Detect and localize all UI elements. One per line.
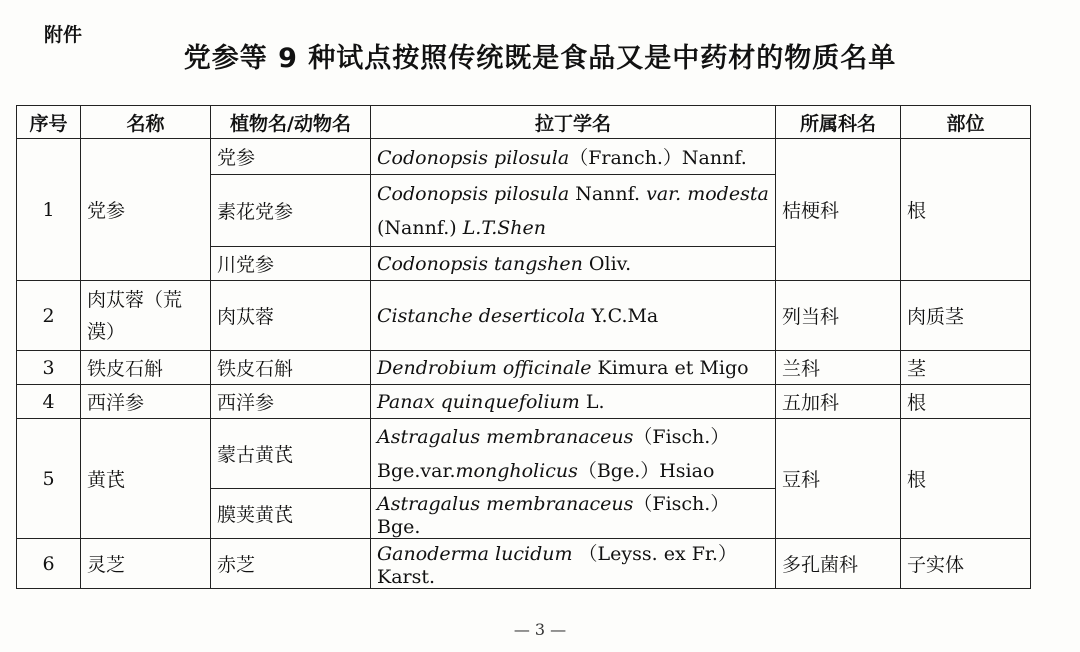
cell-name: 肉苁蓉（荒漠） [81, 281, 211, 351]
cell-part: 根 [901, 419, 1031, 539]
cell-name: 黄芪 [81, 419, 211, 539]
cell-latin: Codonopsis pilosula Nannf. var. modesta (Nannf.) L.T.Shen [371, 175, 776, 247]
table-row [17, 419, 1031, 489]
cell-family: 五加科 [776, 385, 901, 419]
attachment-label: 附件 [44, 24, 83, 46]
page-number: — 3 — [513, 620, 567, 639]
cell-plant: 肉苁蓉 [211, 281, 371, 351]
cell-plant: 党参 [211, 139, 371, 175]
cell-family: 兰科 [776, 351, 901, 385]
table-row [17, 539, 1031, 589]
cell-no: 2 [17, 281, 81, 351]
cell-family: 桔梗科 [776, 139, 901, 281]
cell-part: 茎 [901, 351, 1031, 385]
cell-family: 列当科 [776, 281, 901, 351]
cell-latin: Cistanche deserticola Y.C.Ma [371, 281, 776, 351]
cell-plant: 膜荚黄芪 [211, 489, 371, 539]
cell-family: 豆科 [776, 419, 901, 539]
cell-plant: 蒙古黄芪 [211, 419, 371, 489]
cell-name: 党参 [81, 139, 211, 281]
cell-part: 子实体 [901, 539, 1031, 589]
cell-no: 3 [17, 351, 81, 385]
cell-no: 4 [17, 385, 81, 419]
cell-latin: Panax quinquefolium L. [371, 385, 776, 419]
col-header-family: 所属科名 [776, 106, 901, 139]
table-row [17, 139, 1031, 175]
cell-plant: 素花党参 [211, 175, 371, 247]
table-row [17, 281, 1031, 351]
table-header-row [17, 106, 1031, 139]
col-header-no: 序号 [17, 106, 81, 139]
cell-no: 1 [17, 139, 81, 281]
cell-part: 肉质茎 [901, 281, 1031, 351]
cell-part: 根 [901, 385, 1031, 419]
cell-family: 多孔菌科 [776, 539, 901, 589]
table-row [17, 351, 1031, 385]
col-header-name: 名称 [81, 106, 211, 139]
cell-latin: Codonopsis pilosula（Franch.）Nannf. [371, 139, 776, 175]
cell-plant: 川党参 [211, 247, 371, 281]
cell-plant: 西洋参 [211, 385, 371, 419]
cell-latin: Codonopsis tangshen Oliv. [371, 247, 776, 281]
cell-plant: 赤芝 [211, 539, 371, 589]
cell-latin: Astragalus membranaceus（Fisch.）Bge. [371, 489, 776, 539]
cell-plant: 铁皮石斛 [211, 351, 371, 385]
substance-table [16, 105, 1031, 589]
cell-name: 灵芝 [81, 539, 211, 589]
cell-part: 根 [901, 139, 1031, 281]
cell-latin: Astragalus membranaceus（Fisch.） Bge.var.mongholicus（Bge.）Hsiao [371, 419, 776, 489]
cell-no: 5 [17, 419, 81, 539]
cell-latin: Ganoderma lucidum （Leyss. ex Fr.）Karst. [371, 539, 776, 589]
cell-name: 铁皮石斛 [81, 351, 211, 385]
cell-name: 西洋参 [81, 385, 211, 419]
table-row [17, 385, 1031, 419]
col-header-latin: 拉丁学名 [371, 106, 776, 139]
cell-no: 6 [17, 539, 81, 589]
col-header-plant-animal: 植物名/动物名 [211, 106, 371, 139]
cell-latin: Dendrobium officinale Kimura et Migo [371, 351, 776, 385]
col-header-part: 部位 [901, 106, 1031, 139]
document-title: 党参等 9 种试点按照传统既是食品又是中药材的物质名单 [183, 43, 897, 74]
